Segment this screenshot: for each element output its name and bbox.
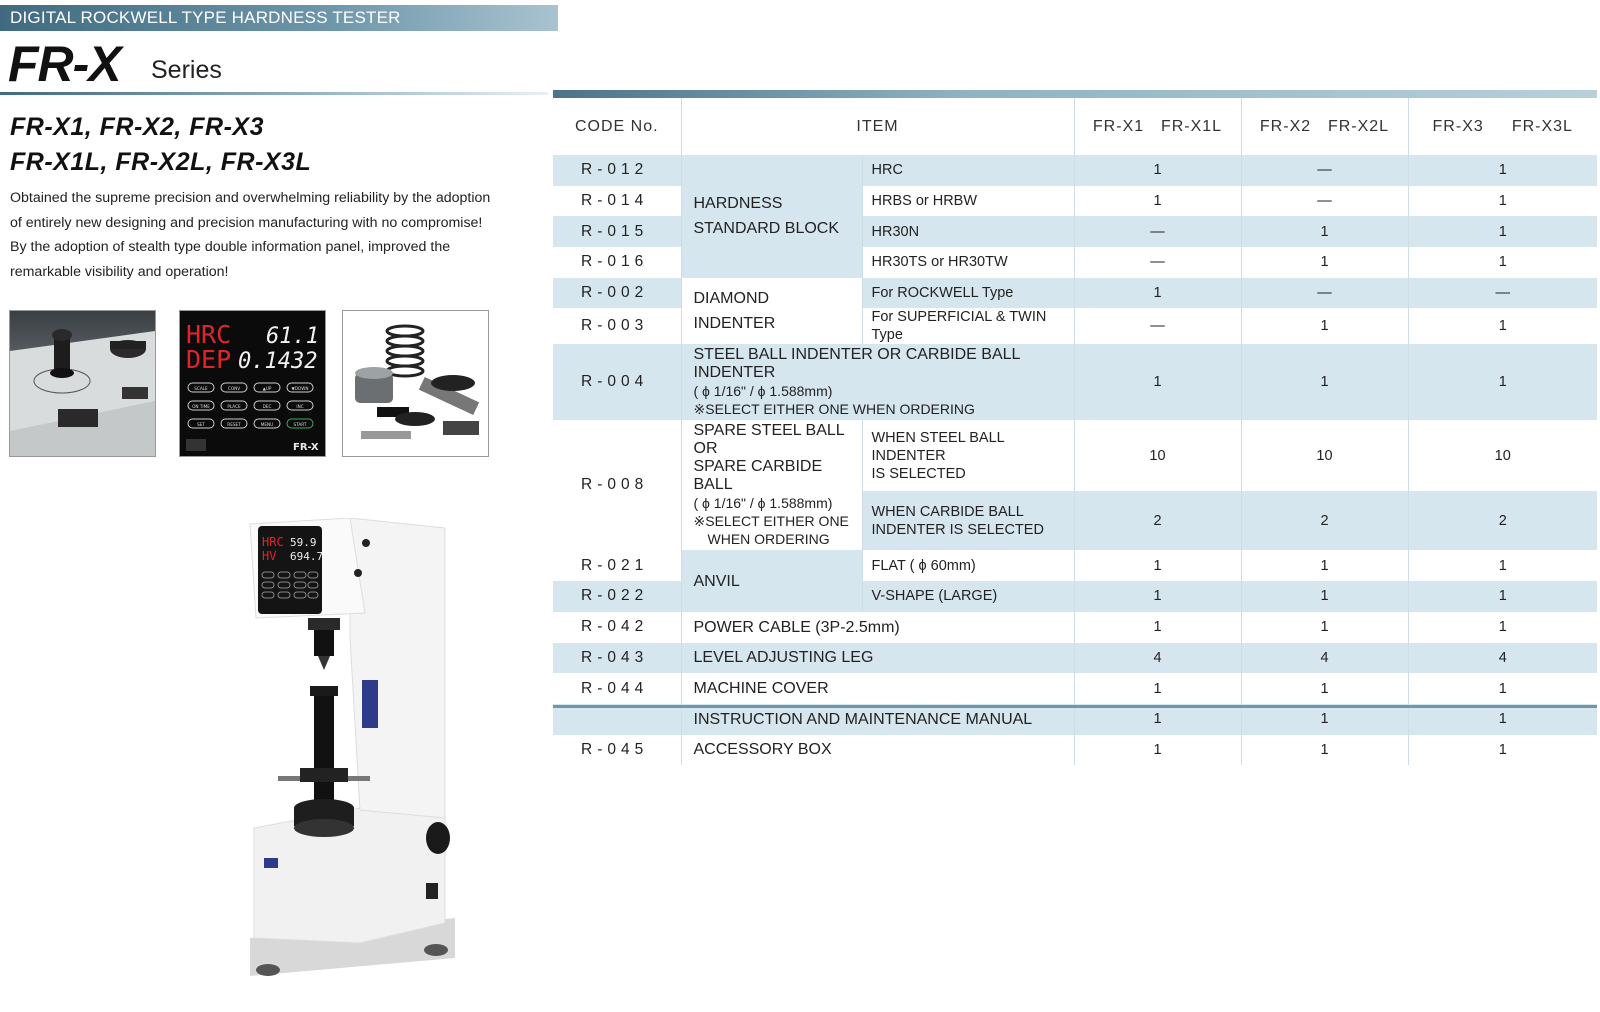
- sub-item-cell: For SUPERFICIAL & TWIN Type: [862, 308, 1074, 344]
- item-cell: LEVEL ADJUSTING LEG: [681, 643, 1074, 674]
- qty-cell: 1: [1241, 735, 1408, 766]
- code-cell: R-003: [553, 308, 681, 344]
- group-diamond-indenter: [681, 278, 862, 345]
- sub-item-cell: For ROCKWELL Type: [862, 278, 1074, 309]
- code-cell: R-045: [553, 735, 681, 766]
- series-divider: [0, 92, 548, 95]
- spec-table: [553, 98, 1597, 765]
- qty-cell: —: [1074, 308, 1241, 344]
- display-depth-label: DEP: [186, 345, 232, 374]
- qty-cell: —: [1241, 278, 1408, 309]
- table-row: [553, 735, 1597, 766]
- table-row: [553, 612, 1597, 643]
- control-panel-photo: [9, 310, 156, 457]
- qty-cell: 1: [1241, 550, 1408, 581]
- qty-cell: 4: [1241, 643, 1408, 674]
- display-button-label: INC: [296, 403, 304, 409]
- sub-item-cell: HRBS or HRBW: [862, 186, 1074, 217]
- item-cell: INSTRUCTION AND MAINTENANCE MANUAL: [681, 704, 1074, 735]
- item-cell: MACHINE COVER: [681, 673, 1074, 704]
- header-model: FR-X2L: [1327, 117, 1390, 135]
- code-cell: R-002: [553, 278, 681, 309]
- description-line: remarkable visibility and operation!: [10, 263, 229, 280]
- qty-cell: 2: [1498, 512, 1507, 529]
- model-list-line-2: FR-X1L, FR-X2L, FR-X3L: [10, 148, 312, 176]
- header-model: FR-X3: [1432, 117, 1484, 135]
- display-brand-mark: FR-X: [293, 442, 319, 453]
- qty-cell: 1: [1498, 318, 1507, 335]
- qty-cell: 1: [1074, 344, 1241, 420]
- description-line: By the adoption of stealth type double information panel, improved the: [10, 239, 451, 255]
- qty-cell: 1: [1074, 550, 1241, 581]
- header-model: FR-X1L: [1160, 117, 1223, 135]
- qty-cell: 1: [1498, 741, 1507, 758]
- code-cell: [553, 704, 681, 735]
- qty-cell: 1: [1241, 612, 1408, 643]
- display-depth-value: 0.1432: [238, 349, 318, 374]
- header-model: FR-X2: [1259, 117, 1312, 135]
- machine-display-value-1: 59.9: [290, 536, 317, 549]
- qty-cell: 1: [1241, 247, 1408, 278]
- code-cell: R-012: [553, 155, 681, 186]
- qty-cell: 1: [1498, 374, 1507, 391]
- code-cell: R-021: [553, 550, 681, 581]
- display-button-label: SCALE: [194, 385, 208, 391]
- series-suffix: Series: [151, 56, 222, 84]
- code-cell: R-004: [553, 344, 681, 420]
- hardness-tester-machine-image: [240, 518, 470, 986]
- header-model-col-3: [1408, 98, 1597, 155]
- table-row: [553, 704, 1597, 735]
- header-code: CODE No.: [553, 98, 681, 155]
- qty-cell: 1: [1241, 581, 1408, 612]
- display-button-label: SET: [197, 421, 205, 427]
- display-scale: HRC: [186, 320, 232, 349]
- display-button-label: ▼DOWN: [291, 385, 309, 391]
- item-cell: POWER CABLE (3P-2.5mm): [681, 612, 1074, 643]
- sub-item-line: WHEN STEEL BALL INDENTER: [871, 429, 1005, 464]
- display-button-label: CONV: [227, 385, 241, 391]
- qty-cell: 4: [1498, 649, 1507, 666]
- qty-cell: 1: [1074, 278, 1241, 309]
- qty-cell: 1: [1074, 186, 1241, 217]
- header-item: ITEM: [681, 98, 1074, 155]
- code-cell: R-016: [553, 247, 681, 278]
- item-cell: ACCESSORY BOX: [681, 735, 1074, 766]
- code-cell: R-008: [553, 420, 681, 550]
- model-list-line-1: FR-X1, FR-X2, FR-X3: [10, 113, 264, 141]
- header-model: FR-X1: [1092, 117, 1145, 135]
- header-model: FR-X3L: [1511, 117, 1573, 135]
- qty-cell: 2: [1074, 491, 1241, 551]
- group-label: STANDARD BLOCK: [693, 220, 840, 238]
- header-model-col-1: [1074, 98, 1241, 155]
- qty-cell: 1: [1241, 308, 1408, 344]
- qty-cell: 1: [1498, 193, 1507, 210]
- table-row: [553, 673, 1597, 704]
- table-row: [553, 344, 1597, 420]
- table-row: [553, 420, 1597, 490]
- qty-cell: —: [1074, 247, 1241, 278]
- qty-cell: 1: [1074, 704, 1241, 735]
- item-cell: [681, 344, 1074, 420]
- sub-item-cell: V-SHAPE (LARGE): [862, 581, 1074, 612]
- group-label: WHEN ORDERING: [707, 531, 830, 548]
- group-label: DIAMOND: [693, 290, 770, 308]
- table-bottom-bar: [553, 705, 1597, 708]
- sub-item-cell: FLAT ( ϕ 60mm): [862, 550, 1074, 581]
- qty-cell: —: [1241, 186, 1408, 217]
- sub-item-line: WHEN CARBIDE BALL: [871, 503, 1024, 520]
- qty-cell: 2: [1241, 491, 1408, 551]
- code-cell: R-044: [553, 673, 681, 704]
- sub-item-cell: HR30N: [862, 216, 1074, 247]
- header-model-col-2: [1241, 98, 1408, 155]
- table-top-bar: [553, 90, 1597, 98]
- sub-item-cell: [862, 420, 1074, 490]
- group-label: INDENTER: [693, 315, 776, 333]
- qty-cell: 1: [1498, 588, 1507, 605]
- item-line: ( ϕ 1/16" / ϕ 1.588mm): [693, 383, 833, 400]
- sub-item-cell: [862, 491, 1074, 551]
- sub-item-cell: HR30TS or HR30TW: [862, 247, 1074, 278]
- group-hardness-block: [681, 155, 862, 278]
- qty-cell: 1: [1241, 344, 1408, 420]
- display-button-label: MENU: [260, 421, 274, 427]
- qty-cell: 10: [1241, 420, 1408, 490]
- item-line: STEEL BALL INDENTER OR CARBIDE BALL INDENTER: [693, 346, 1020, 382]
- machine-display-value-2: 694.7: [290, 550, 324, 563]
- code-cell: R-014: [553, 186, 681, 217]
- sub-item-cell: HRC: [862, 155, 1074, 186]
- product-description: [10, 186, 550, 284]
- qty-cell: 1: [1498, 680, 1507, 697]
- series-name: FR-X: [8, 36, 121, 92]
- qty-cell: 4: [1074, 643, 1241, 674]
- qty-cell: 1: [1498, 254, 1507, 271]
- code-cell: R-022: [553, 581, 681, 612]
- group-label: SPARE CARBIDE BALL: [693, 458, 823, 494]
- sub-item-line: INDENTER IS SELECTED: [871, 521, 1044, 538]
- category-title: DIGITAL ROCKWELL TYPE HARDNESS TESTER: [10, 8, 401, 27]
- group-label: HARDNESS: [693, 195, 783, 213]
- qty-cell: 1: [1498, 223, 1507, 240]
- group-label: SPARE STEEL BALL OR: [693, 422, 845, 458]
- qty-cell: 10: [1494, 447, 1511, 464]
- display-button-label: START: [293, 421, 307, 427]
- qty-cell: —: [1241, 155, 1408, 186]
- code-cell: R-015: [553, 216, 681, 247]
- display-value: 61.1: [266, 324, 319, 349]
- display-button-label: PLACE: [227, 403, 241, 409]
- qty-cell: —: [1074, 216, 1241, 247]
- table-row: [553, 155, 1597, 186]
- qty-cell: 1: [1074, 673, 1241, 704]
- display-button-label: ON TIME: [192, 403, 210, 409]
- qty-cell: 1: [1498, 557, 1507, 574]
- code-cell: R-043: [553, 643, 681, 674]
- group-label: ※SELECT EITHER ONE: [693, 513, 849, 530]
- qty-cell: 1: [1074, 155, 1241, 186]
- group-anvil: ANVIL: [681, 550, 862, 611]
- qty-cell: —: [1495, 285, 1510, 302]
- table-row: [553, 550, 1597, 581]
- qty-cell: 1: [1498, 619, 1507, 636]
- machine-display-label-1: HRC: [262, 535, 284, 549]
- display-button-label: RESET: [227, 421, 241, 427]
- display-button-label: ▲UP: [262, 385, 272, 391]
- qty-cell: 1: [1498, 711, 1507, 728]
- accessories-photo: [342, 310, 489, 457]
- display-panel-photo: [179, 310, 326, 457]
- qty-cell: 1: [1241, 216, 1408, 247]
- category-banner: [0, 5, 558, 31]
- qty-cell: 1: [1241, 673, 1408, 704]
- qty-cell: 10: [1074, 420, 1241, 490]
- qty-cell: 1: [1241, 704, 1408, 735]
- sub-item-line: IS SELECTED: [871, 465, 966, 482]
- table-header-row: [553, 98, 1597, 155]
- qty-cell: 1: [1498, 162, 1507, 179]
- description-line: Obtained the supreme precision and overwhelming reliability by the adoption: [10, 190, 491, 206]
- table-row: [553, 643, 1597, 674]
- code-cell: R-042: [553, 612, 681, 643]
- item-line: ※SELECT EITHER ONE WHEN ORDERING: [693, 401, 975, 418]
- display-button-label: DEC: [262, 403, 272, 409]
- group-spare-ball: [681, 420, 862, 550]
- qty-cell: 1: [1074, 581, 1241, 612]
- qty-cell: 1: [1074, 612, 1241, 643]
- qty-cell: 1: [1074, 735, 1241, 766]
- table-row: [553, 278, 1597, 309]
- group-label: ( ϕ 1/16" / ϕ 1.588mm): [693, 495, 833, 512]
- machine-display-label-2: HV: [262, 549, 277, 563]
- description-line: of entirely new designing and precision manufacturing with no compromise!: [10, 214, 483, 231]
